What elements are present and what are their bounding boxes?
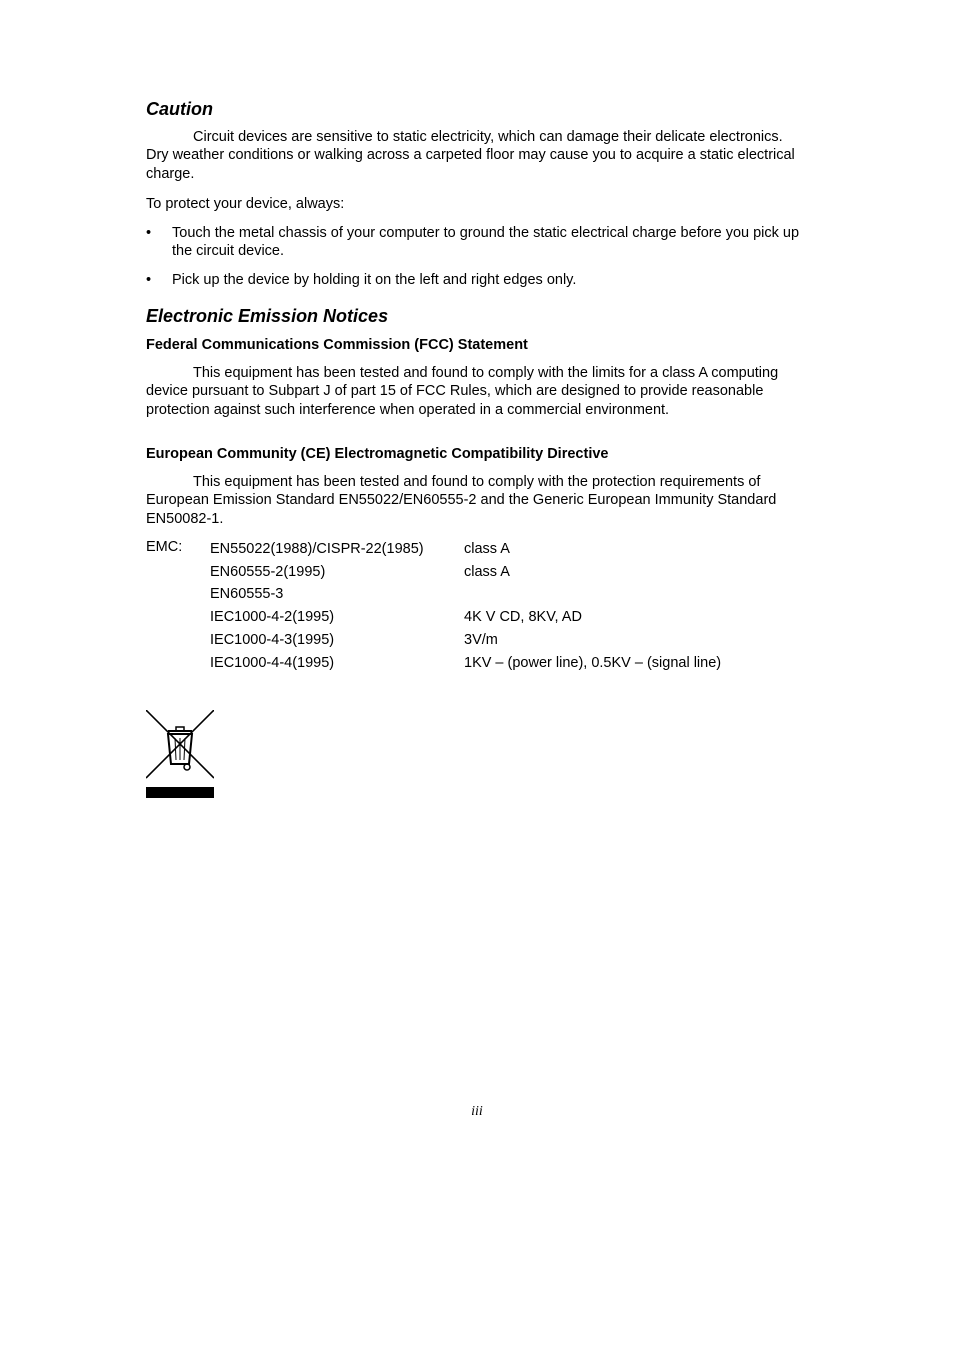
emc-standard: EN55022(1988)/CISPR-22(1985) (210, 540, 424, 557)
emc-spacer (146, 606, 210, 629)
emc-spacer (146, 583, 210, 606)
crossed-out-wheelie-bin-icon (146, 710, 214, 798)
document-page (146, 98, 806, 675)
emc-spacer (146, 629, 210, 652)
emission-heading: Electronic Emission Notices (146, 306, 389, 327)
emc-spacer (146, 652, 210, 675)
emc-label: EMC: (146, 538, 183, 555)
fcc-text: This equipment has been tested and found to comply with the limits for a class A computing device pursuant to Subpart J of part 15 of FCC Rules, which are designed to provide reasonable protection against such interference when operated in a commercial environment. (146, 365, 779, 418)
list-item: • Pick up the device by holding it on the left and right edges only. (146, 271, 806, 289)
emc-value: class A (464, 540, 510, 557)
emc-value: class A (464, 563, 510, 580)
emc-value: 3V/m (464, 632, 498, 649)
ce-heading: European Community (CE) Electromagnetic Compatibility Directive (146, 445, 609, 462)
emc-table (146, 538, 806, 675)
ce-text: This equipment has been tested and found to comply with the protection requirements of European Emission Standard EN55022/EN60555-2 and the Generic European Immunity Standard EN50082-1. (146, 473, 777, 527)
emc-value: 1KV – (power line), 0.5KV – (signal line) (464, 654, 722, 671)
caution-heading: Caution (146, 99, 213, 119)
emc-standard: IEC1000-4-2(1995) (210, 609, 335, 626)
emc-value (464, 583, 764, 606)
caution-list (146, 224, 806, 289)
emc-standard: EN60555-3 (210, 586, 284, 603)
page-number: iii (471, 1104, 483, 1119)
emc-standard: IEC1000-4-4(1995) (210, 654, 335, 671)
emc-standard: IEC1000-4-3(1995) (210, 632, 335, 649)
list-item: • Touch the metal chassis of your computer to ground the static electrical charge before you pick up the circuit device. (146, 224, 806, 261)
protect-text: To protect your device, always: (146, 195, 345, 212)
fcc-heading: Federal Communications Commission (FCC) Statement (146, 337, 528, 354)
emc-value: 4K V CD, 8KV, AD (464, 609, 582, 626)
emc-spacer (146, 561, 210, 584)
emc-standard: EN60555-2(1995) (210, 563, 326, 580)
caution-intro: Circuit devices are sensitive to static electricity, which can damage their delicate electronics. Dry weather conditions or walking across a carpeted floor may cause you to acquire a static electrical charge. (146, 129, 795, 182)
